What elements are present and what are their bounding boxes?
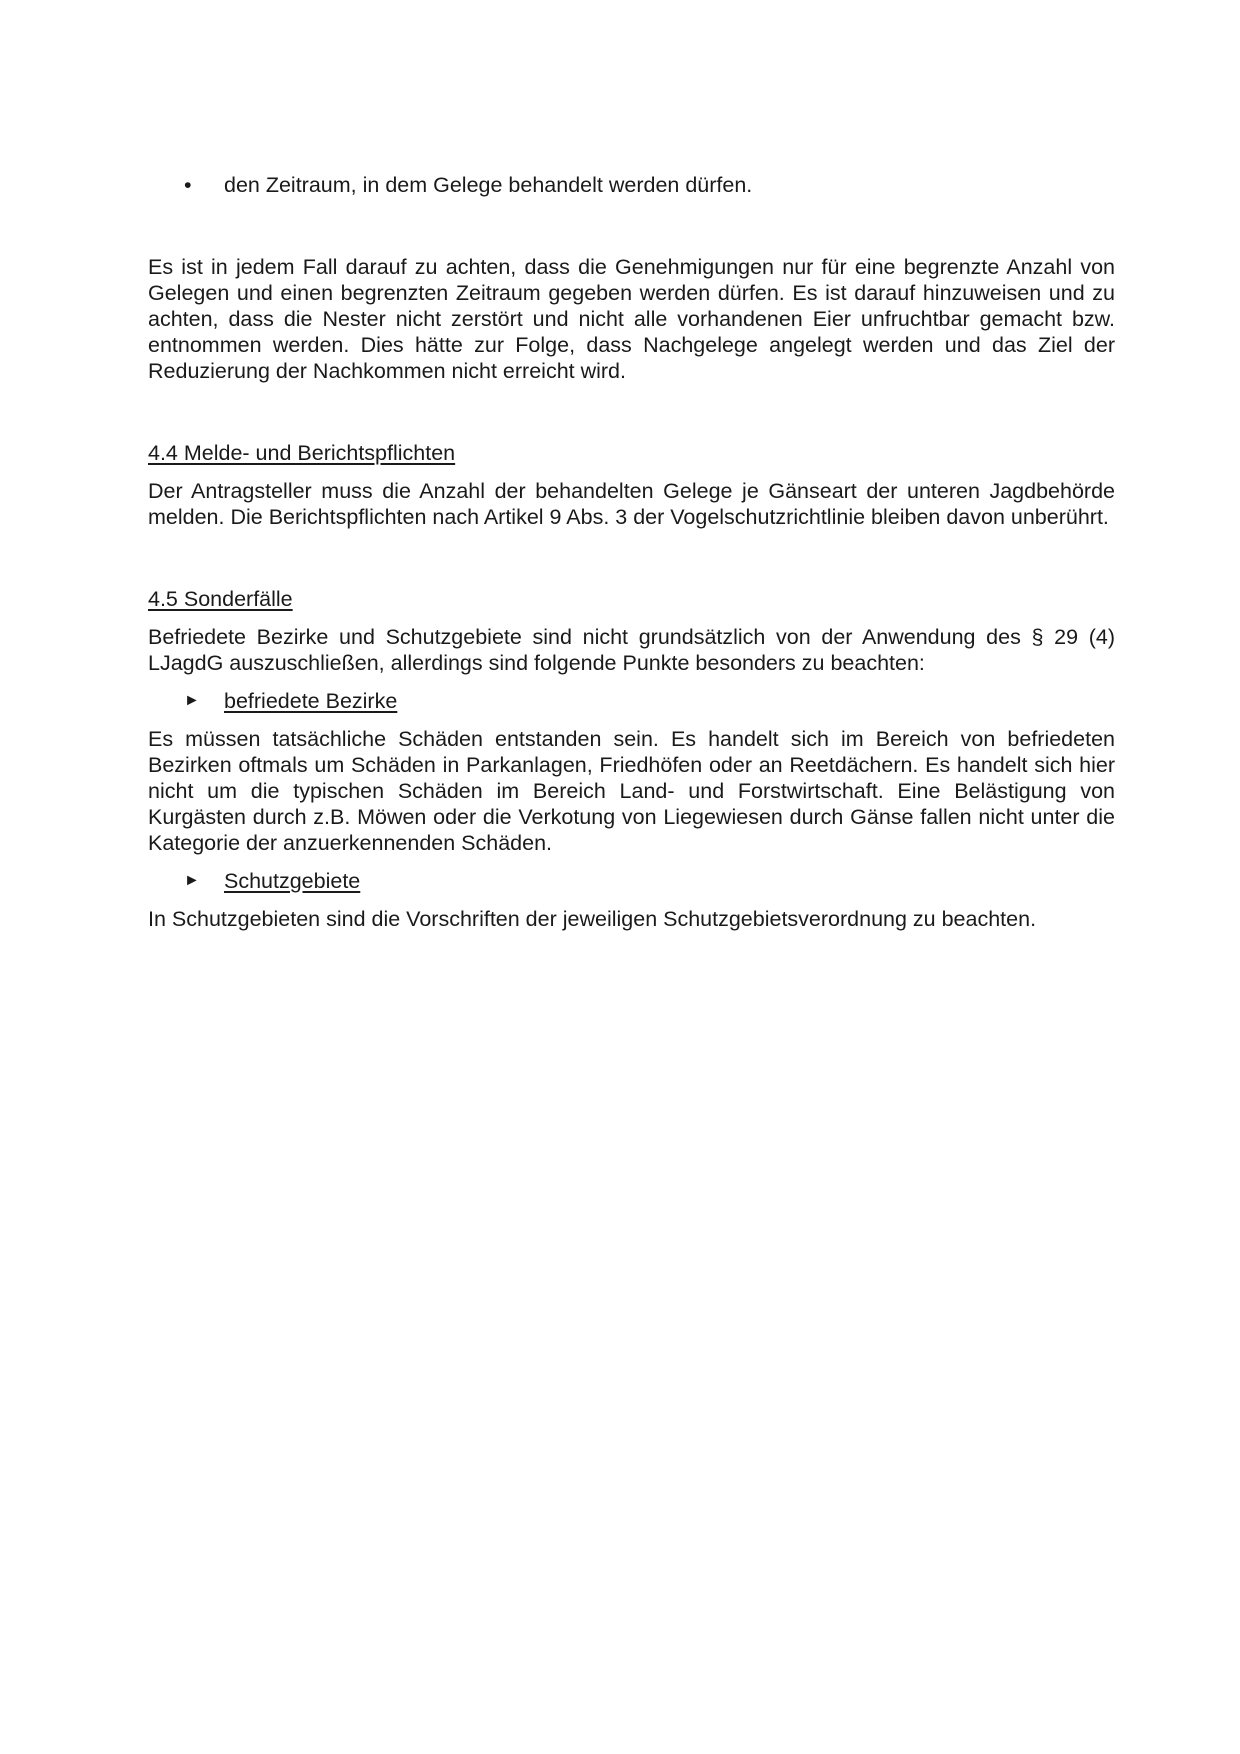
bullet-item-text: den Zeitraum, in dem Gelege behandelt werden dürfen.: [224, 173, 753, 197]
section-text-4-4: Der Antragsteller muss die Anzahl der behandelten Gelege je Gänseart der unteren Jagdbehörde melden. Die Berichtspflichten nach Artikel 9 Abs. 3 der Vogelschutzrichtlinie bleiben davon unberührt.: [148, 479, 1115, 529]
subsection-label-befriedete-bezirke: befriedete Bezirke: [224, 689, 398, 713]
arrow-right-icon: ►: [184, 692, 200, 709]
document-page: [148, 172, 1115, 932]
bullet-dot-icon: •: [184, 173, 192, 197]
subsection-befriedete-bezirke: [148, 688, 1115, 714]
bullet-item-zeitraum: [148, 172, 1115, 198]
arrow-right-icon: ►: [184, 872, 200, 889]
subsection-label-schutzgebiete: Schutzgebiete: [224, 869, 361, 893]
section-heading-4-4: 4.4 Melde- und Berichtspflichten: [148, 441, 456, 465]
subsection-text-befriedete-bezirke: Es müssen tatsächliche Schäden entstanden sein. Es handelt sich im Bereich von befriedeten Bezirken oftmals um Schäden in Parkanlagen, Friedhöfen oder an Reetdächern. Es handelt sich hier nicht um die typischen Schäden im Bereich Land- und Forstwirtschaft. Eine Belästigung von Kurgästen durch z.B. Möwen oder die Verkotung von Liegewiesen durch Gänse fallen nicht unter die Kategorie der anzuerkennenden Schäden.: [148, 727, 1115, 855]
paragraph-genehmigungen: Es ist in jedem Fall darauf zu achten, dass die Genehmigungen nur für eine begrenzte Anzahl von Gelegen und einen begrenzten Zeitraum gegeben werden dürfen. Es ist darauf hinzuweisen und zu achten, dass die Nester nicht zerstört und nicht alle vorhandenen Eier unfruchtbar gemacht bzw. entnommen werden. Dies hätte zur Folge, dass Nachgelege angelegt werden und das Ziel der Reduzierung der Nachkommen nicht erreicht wird.: [148, 255, 1115, 383]
section-heading-4-5: 4.5 Sonderfälle: [148, 587, 293, 611]
section-intro-4-5: Befriedete Bezirke und Schutzgebiete sind nicht grundsätzlich von der Anwendung des § 29 (4) LJagdG auszuschließen, allerdings sind folgende Punkte besonders zu beachten:: [148, 625, 1115, 675]
subsection-schutzgebiete: [148, 868, 1115, 894]
subsection-text-schutzgebiete: In Schutzgebieten sind die Vorschriften der jeweiligen Schutzgebietsverordnung zu beachten.: [148, 907, 1037, 931]
